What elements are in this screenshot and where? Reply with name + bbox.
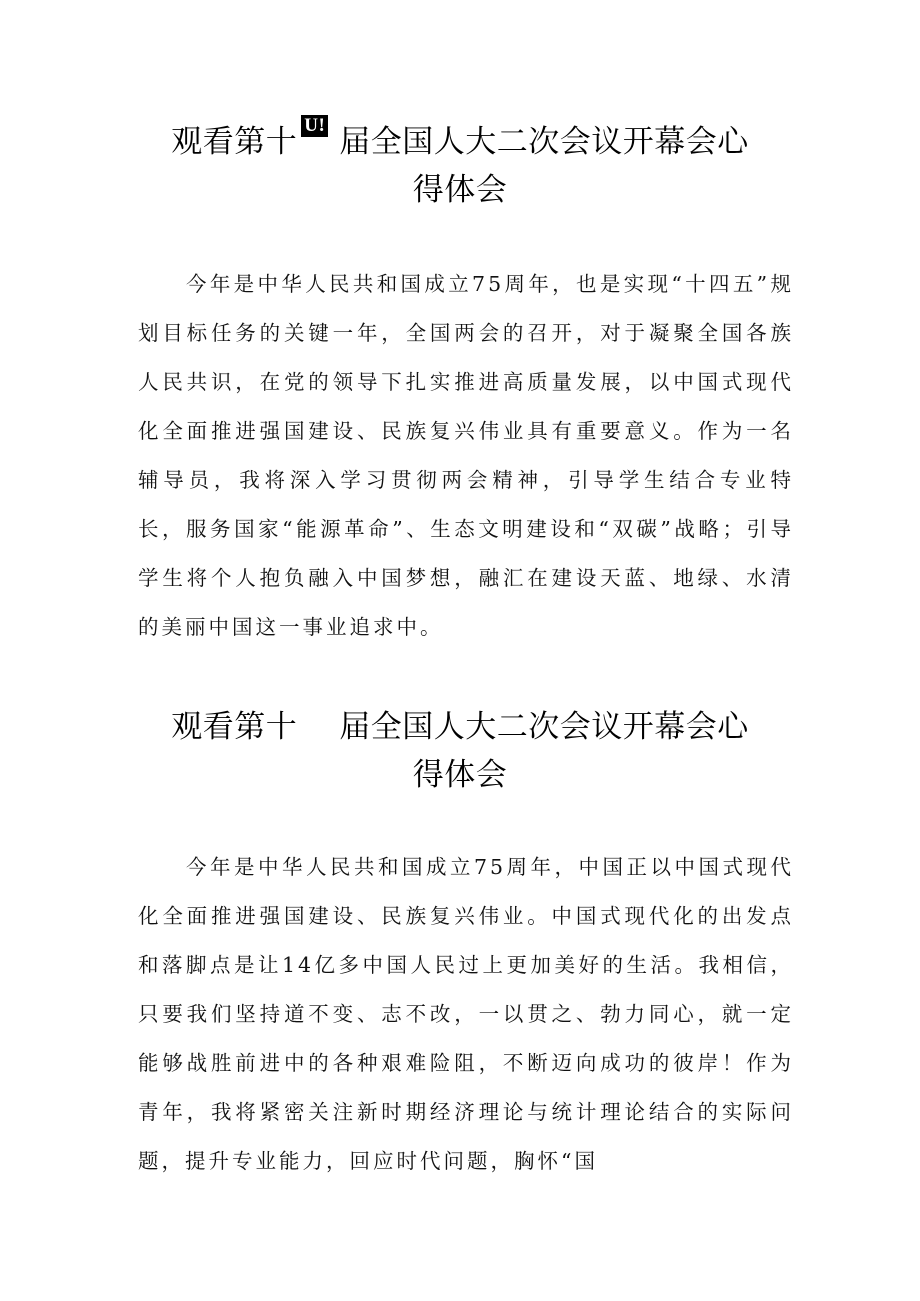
section-2-paragraph: 今年是中华人民共和国成立75周年，中国正以中国式现代化全面推进强国建设、民族复兴伟业。中国式现代化的出发点和落脚点是让14亿多中国人民过上更加美好的生活。我相信，只要我们坚持道不变、志不改，一以贯之、勃力同心，就一定能够战胜前进中的各种艰难险阻，不断迈向成功的彼岸！作为青年，我将紧密关注新时期经济理论与统计理论结合的实际问题，提升专业能力，回应时代问题，胸怀“国 bbox=[138, 855, 794, 1173]
section-1-title bbox=[110, 114, 810, 214]
section-2-title-line-1 bbox=[110, 703, 810, 751]
section-2-title-line-2: 得体会 bbox=[412, 757, 508, 793]
section-1-title-line-2: 得体会 bbox=[412, 172, 508, 208]
title-gap bbox=[297, 714, 339, 744]
section-1-title-line-1 bbox=[110, 114, 810, 166]
section-2-title-part1: 观看第十 bbox=[171, 709, 298, 745]
section-1-paragraph: 今年是中华人民共和国成立75周年，也是实现“十四五”规划目标任务的关键一年，全国两会的召开，对于凝聚全国各族人民共识，在党的领导下扎实推进高质量发展，以中国式现代化全面推进强国建设、民族复兴伟业具有重要意义。作为一名辅导员，我将深入学习贯彻两会精神，引导学生结合专业特长，服务国家“能源革命”、生态文明建设和“双碳”战略；引导学生将个人抱负融入中国梦想，融汇在建设天蓝、地绿、水清的美丽中国这一事业追求中。 bbox=[138, 272, 794, 639]
section-1-title-part2: 届全国人大二次会议开幕会心 bbox=[339, 124, 749, 160]
section-2-title bbox=[110, 703, 810, 799]
section-1-title-part1: 观看第十 bbox=[171, 124, 298, 160]
section-1-title-artifact: U! bbox=[301, 115, 328, 137]
section-2-title-part2: 届全国人大二次会议开幕会心 bbox=[339, 709, 749, 745]
title-gap bbox=[297, 114, 339, 159]
